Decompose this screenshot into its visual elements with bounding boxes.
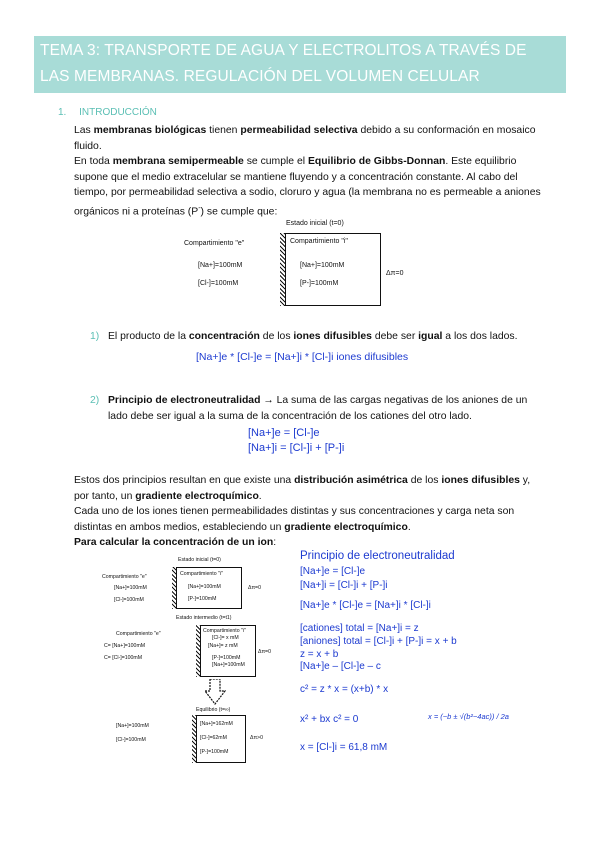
text: En toda	[74, 156, 113, 167]
a-i-p: [P-]=100mM	[188, 596, 217, 602]
intro-paragraph-1	[74, 123, 544, 154]
figure-initial-state	[180, 220, 420, 312]
rule-1-formula: [Na+]e * [Cl-]e = [Na+]i * [Cl-]i iones difusibles	[196, 351, 409, 363]
compartment-e-label: Compartimiento "e"	[116, 631, 161, 637]
c-i-cl: [Cl-]=62mM	[200, 735, 227, 741]
term: concentración de un ion	[153, 537, 274, 548]
text: y, por tanto, un	[74, 475, 531, 502]
c-e-na: [Na+]=100mM	[116, 723, 149, 729]
c-e-cl: [Cl-]=100mM	[116, 737, 146, 743]
compartment-e-label: Compartimiento "e"	[184, 240, 245, 247]
b-e-na: C= [Na+]=100mM	[104, 643, 146, 649]
c-delta: Δπ>0	[250, 735, 263, 741]
intro-paragraph-2: En toda membrana semipermeable se cumple el Equilibrio de Gibbs-Donnan. Este equilibrio supone que el medio extracelular se mantiene fluyendo y a concentración constante. Al cabo del tiempo, por permeabilidad selectiva a sodio, cloruro y agua (la membrana no es permeable a aniones orgánicos ni a proteínas (P-) se cumple que:	[74, 156, 541, 218]
rule-number: 2)	[90, 395, 100, 406]
text: de los	[259, 331, 294, 342]
text: debido a su conformación en mosaico fluido.	[74, 125, 536, 152]
eq-4: [cationes] total = [Na+]i = z	[300, 623, 419, 634]
i-p-value: [P-]=100mM	[300, 280, 339, 287]
text: Las	[74, 125, 94, 136]
text: .	[407, 521, 411, 533]
text: .	[258, 490, 262, 502]
term: Para calcular la	[74, 537, 154, 548]
compartment-i-label: Compartimiento "i"	[180, 571, 223, 577]
title-line-1: TEMA 3: TRANSPORTE DE AGUA Y ELECTROLITOS A TRAVÉS DE	[40, 42, 527, 59]
text: tienen	[206, 125, 241, 136]
term-biological-membranes: membranas biológicas	[93, 125, 207, 136]
b-i-na: [Na+]= z mM	[208, 643, 238, 649]
eq-2: [Na+]i = [Cl-]i + [P-]i	[300, 580, 388, 591]
term: iones difusibles	[293, 331, 372, 342]
eq-7: [Na+]e – [Cl-]e – c	[300, 661, 381, 672]
closing-paragraph-3	[74, 535, 544, 551]
delta-pi: Δπ=0	[386, 270, 404, 277]
compartment-i-label: Compartimiento "i"	[290, 238, 348, 245]
compartment-i-label: Compartimiento "i"	[203, 628, 246, 634]
closing-paragraph-1	[74, 473, 544, 504]
text: se cumple el	[243, 156, 308, 167]
eq-1: [Na+]e = [Cl-]e	[300, 566, 366, 577]
term: igual	[418, 331, 443, 342]
term: distribución asimétrica	[294, 475, 408, 486]
eq-3: [Na+]e * [Cl-]e = [Na+]i * [Cl-]i	[300, 600, 431, 611]
text: a los dos lados.	[442, 331, 518, 342]
stage-3-label: Equilibrio (t=∞)	[196, 707, 231, 713]
text: ) se cumple que:	[200, 206, 278, 218]
eq-9: x² + bx c² = 0	[300, 714, 359, 725]
term: iones difusibles	[441, 475, 520, 486]
compartment-e-label: Compartimiento "e"	[102, 574, 147, 580]
closing-paragraph-2	[74, 504, 544, 535]
section-heading	[58, 107, 157, 118]
title-line-2: LAS MEMBRANAS. REGULACIÓN DEL VOLUMEN CELULAR	[40, 68, 480, 85]
down-arrow-icon	[204, 679, 226, 705]
a-i-na: [Na+]=100mM	[188, 584, 221, 590]
b-i-na2: [Na+]=100mM	[212, 662, 245, 668]
b-e-cl: C= [Cl-]=100mM	[104, 655, 143, 661]
term: gradiente electroquímico	[284, 521, 408, 533]
section-title: INTRODUCCIÓN	[79, 107, 157, 118]
a-e-na: [Na+]=100mM	[114, 585, 147, 591]
figure-state-label: Estado inicial (t=0)	[286, 220, 344, 227]
eq-title: Principio de electroneutralidad	[300, 550, 455, 562]
i-na-value: [Na+]=100mM	[300, 262, 345, 269]
b-i-cl: [Cl-]= x mM	[212, 635, 239, 641]
term-semipermeable: membrana semipermeable	[112, 156, 244, 167]
stage-2-label: Estado intermedio (t=t1)	[176, 615, 232, 621]
title-banner	[34, 36, 566, 93]
text: debe ser	[371, 331, 419, 342]
eq-5: [aniones] total = [Cl-]i + [P-]i = x + b	[300, 636, 457, 647]
rule-number: 1)	[90, 331, 100, 342]
figure-three-stages	[100, 555, 300, 765]
term-selective-permeability: permeabilidad selectiva	[240, 125, 358, 136]
term: gradiente electroquímico	[135, 490, 259, 502]
eq-11: x = [Cl-]i = 61,8 mM	[300, 742, 388, 753]
eq-10: x = (−b ± √(b²−4ac)) / 2a	[428, 712, 509, 721]
stage-1-label: Estado inicial (t=0)	[178, 557, 221, 563]
term-gibbs-donnan: Equilibrio de Gibbs-Donnan	[307, 156, 446, 167]
text: → La suma de las cargas negativas de los aniones de un lado debe ser igual a la suma de la concentración de los cationes del otro lado.	[108, 395, 528, 422]
eq-8: c² = z * x = (x+b) * x	[300, 684, 389, 695]
rule-2	[90, 393, 548, 424]
b-i-p: [P-]=100mM	[212, 655, 241, 661]
e-cl-value: [Cl-]=100mM	[198, 280, 239, 287]
c-i-na: [Na+]=162mM	[200, 721, 233, 727]
rule-1	[90, 329, 548, 345]
b-delta: Δπ=0	[258, 649, 271, 655]
a-e-cl: [Cl-]=100mM	[114, 597, 144, 603]
term: concentración	[188, 331, 260, 342]
rule-2-formula-1: [Na+]e = [Cl-]e	[248, 427, 320, 439]
text: Estos dos principios resultan en que existe una	[74, 475, 295, 486]
section-number: 1.	[58, 107, 67, 118]
c-i-p: [P-]=100mM	[200, 749, 229, 755]
rule-2-formula-2: [Na+]i = [Cl-]i + [P-]i	[248, 442, 345, 454]
a-delta: Δπ=0	[248, 585, 261, 591]
term-electroneutrality: Principio de electroneutralidad	[108, 395, 261, 406]
eq-6: z = x + b	[300, 649, 339, 660]
text: Cada uno de los iones tienen permeabilidades distintas y sus concentraciones y carga neta son distintas en ambos medios, estableciendo un	[74, 506, 515, 533]
text: :	[273, 537, 277, 548]
text: El producto de la	[108, 331, 189, 342]
e-na-value: [Na+]=100mM	[198, 262, 243, 269]
text: . Este equilibrio supone que el medio extracelular se mantiene fluyendo y a concentración constante. Al cabo del tiempo, por permeabilidad selectiva a sodio, cloruro y agua (la membrana no es permeable a aniones orgánicos ni a proteínas (P	[74, 156, 541, 218]
text: de los	[407, 475, 442, 486]
